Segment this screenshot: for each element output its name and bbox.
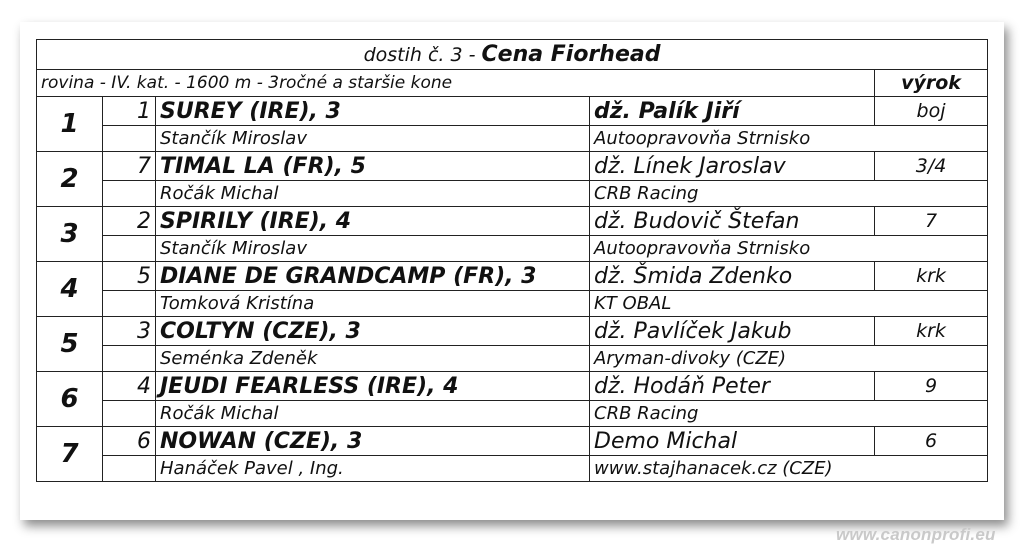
- owner-name: Autoopravovňa Strnisko: [590, 236, 988, 262]
- jockey-name: Demo Michal: [590, 427, 875, 456]
- jockey-name: dž. Budovič Štefan: [590, 207, 875, 236]
- blank-cell: [103, 346, 156, 372]
- start-number: 3: [103, 317, 156, 346]
- start-number: 1: [103, 97, 156, 126]
- place-cell: 1: [37, 97, 103, 152]
- result-subrow: [37, 291, 988, 317]
- verdict-cell: 9: [875, 372, 988, 401]
- blank-cell: [103, 236, 156, 262]
- start-number: 2: [103, 207, 156, 236]
- start-number: 7: [103, 152, 156, 181]
- result-row: [37, 97, 988, 126]
- blank-cell: [103, 291, 156, 317]
- result-subrow: [37, 456, 988, 482]
- verdict-cell: 3/4: [875, 152, 988, 181]
- start-number: 4: [103, 372, 156, 401]
- place-cell: 3: [37, 207, 103, 262]
- horse-name: JEUDI FEARLESS (IRE), 4: [156, 372, 590, 401]
- race-title-row: [37, 40, 988, 70]
- verdict-cell: 6: [875, 427, 988, 456]
- race-conditions: rovina - IV. kat. - 1600 m - 3ročné a staršie kone: [37, 70, 875, 97]
- horse-name: DIANE DE GRANDCAMP (FR), 3: [156, 262, 590, 291]
- race-conditions-row: [37, 70, 988, 97]
- trainer-name: Hanáček Pavel , Ing.: [156, 456, 590, 482]
- trainer-name: Ročák Michal: [156, 181, 590, 207]
- horse-name: NOWAN (CZE), 3: [156, 427, 590, 456]
- result-subrow: [37, 401, 988, 427]
- horse-name: SPIRILY (IRE), 4: [156, 207, 590, 236]
- horse-name: TIMAL LA (FR), 5: [156, 152, 590, 181]
- jockey-name: dž. Hodáň Peter: [590, 372, 875, 401]
- verdict-cell: krk: [875, 262, 988, 291]
- trainer-name: Stančík Miroslav: [156, 236, 590, 262]
- verdict-cell: 7: [875, 207, 988, 236]
- trainer-name: Seménka Zdeněk: [156, 346, 590, 372]
- result-row: [37, 262, 988, 291]
- result-row: [37, 152, 988, 181]
- watermark: www.canonprofi.eu: [836, 525, 996, 544]
- blank-cell: [103, 401, 156, 427]
- trainer-name: Tomková Kristína: [156, 291, 590, 317]
- verdict-cell: boj: [875, 97, 988, 126]
- owner-name: CRB Racing: [590, 401, 988, 427]
- horse-name: SUREY (IRE), 3: [156, 97, 590, 126]
- result-row: [37, 207, 988, 236]
- results-table: [36, 39, 988, 482]
- result-subrow: [37, 181, 988, 207]
- jockey-name: dž. Šmida Zdenko: [590, 262, 875, 291]
- result-subrow: [37, 236, 988, 262]
- owner-name: Aryman-divoky (CZE): [590, 346, 988, 372]
- race-title: [37, 40, 988, 70]
- start-number: 6: [103, 427, 156, 456]
- verdict-header: výrok: [875, 70, 988, 97]
- start-number: 5: [103, 262, 156, 291]
- owner-name: www.stajhanacek.cz (CZE): [590, 456, 988, 482]
- owner-name: Autoopravovňa Strnisko: [590, 126, 988, 152]
- result-row: [37, 372, 988, 401]
- blank-cell: [103, 126, 156, 152]
- blank-cell: [103, 181, 156, 207]
- result-row: [37, 317, 988, 346]
- owner-name: CRB Racing: [590, 181, 988, 207]
- place-cell: 2: [37, 152, 103, 207]
- verdict-cell: krk: [875, 317, 988, 346]
- race-prefix: dostih č. 3 -: [363, 44, 482, 66]
- place-cell: 6: [37, 372, 103, 427]
- trainer-name: Ročák Michal: [156, 401, 590, 427]
- jockey-name: dž. Pavlíček Jakub: [590, 317, 875, 346]
- result-subrow: [37, 346, 988, 372]
- jockey-name: dž. Palík Jiří: [590, 97, 875, 126]
- trainer-name: Stančík Miroslav: [156, 126, 590, 152]
- place-cell: 4: [37, 262, 103, 317]
- result-subrow: [37, 126, 988, 152]
- result-row: [37, 427, 988, 456]
- place-cell: 5: [37, 317, 103, 372]
- race-name: Cena Fiorhead: [481, 42, 661, 67]
- place-cell: 7: [37, 427, 103, 482]
- jockey-name: dž. Línek Jaroslav: [590, 152, 875, 181]
- blank-cell: [103, 456, 156, 482]
- horse-name: COLTYN (CZE), 3: [156, 317, 590, 346]
- owner-name: KT OBAL: [590, 291, 988, 317]
